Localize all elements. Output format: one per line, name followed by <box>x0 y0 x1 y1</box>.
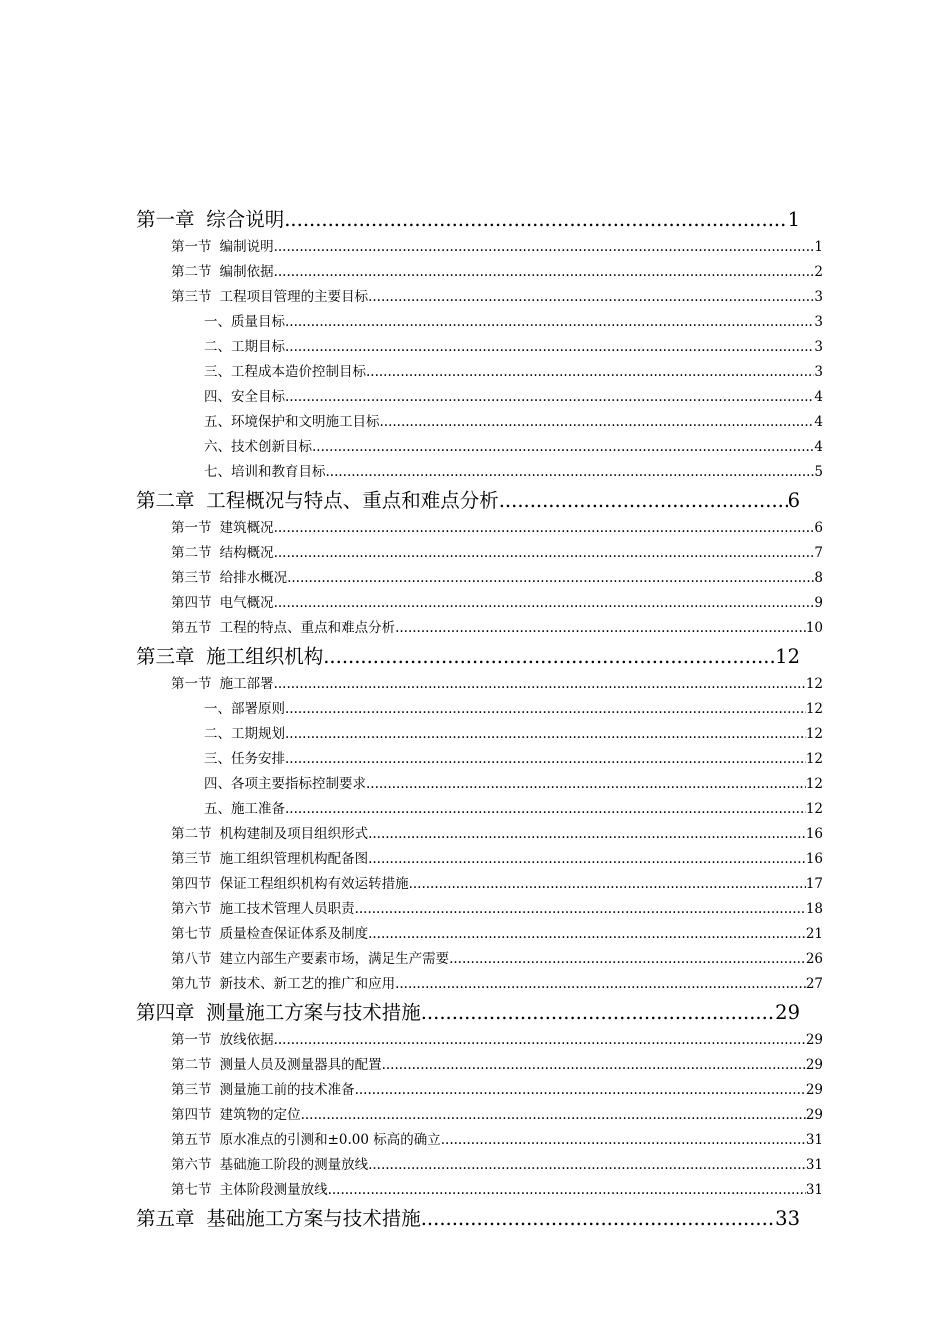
toc-entry-title: 施工组织管理机构配备图 <box>219 851 369 867</box>
toc-entry-label <box>171 235 274 260</box>
toc-entry-page: 10 <box>805 620 823 636</box>
toc-entry-number: 第一节 <box>171 676 212 692</box>
toc-entry-section[interactable] <box>171 1128 823 1153</box>
toc-entry-number: 第三章 <box>136 645 195 668</box>
toc-entry-section[interactable] <box>171 947 823 972</box>
toc-entry-page: 21 <box>805 926 823 942</box>
dot-leader <box>285 385 814 410</box>
toc-entry-page: 6 <box>814 520 823 536</box>
toc-entry-label <box>171 947 449 972</box>
dot-leader <box>285 722 806 747</box>
toc-entry-number: 第二节 <box>171 545 212 561</box>
toc-entry-chapter[interactable] <box>136 204 800 235</box>
toc-entry-page: 3 <box>814 314 823 330</box>
dot-leader <box>326 460 815 485</box>
toc-entry-chapter[interactable] <box>136 485 800 516</box>
toc-entry-section[interactable] <box>171 235 823 260</box>
toc-entry-page: 1 <box>787 208 800 231</box>
toc-entry-page: 4 <box>814 414 823 430</box>
toc-entry-page: 31 <box>805 1132 823 1148</box>
toc-entry-label <box>171 541 274 566</box>
toc-entry-chapter[interactable] <box>136 641 800 672</box>
dot-leader <box>312 435 814 460</box>
toc-entry-page: 1 <box>814 239 823 255</box>
toc-entry-number: 第三节 <box>171 289 212 305</box>
toc-entry-page: 29 <box>805 1107 823 1123</box>
toc-entry-title: 一、质量目标 <box>204 314 285 330</box>
dot-leader <box>368 285 814 310</box>
toc-entry-label <box>204 410 380 435</box>
toc-entry-label <box>171 1103 301 1128</box>
toc-entry-label <box>204 385 285 410</box>
toc-entry-label <box>171 1153 368 1178</box>
toc-entry-number: 第二章 <box>136 489 195 512</box>
toc-entry-label <box>171 822 368 847</box>
toc-entry-section[interactable] <box>171 847 823 872</box>
toc-entry-item[interactable] <box>204 385 823 410</box>
dot-leader <box>355 1078 806 1103</box>
dot-leader <box>285 697 806 722</box>
toc-entry-label <box>171 1078 355 1103</box>
toc-entry-label <box>136 1203 421 1234</box>
dot-leader <box>328 1178 806 1203</box>
toc-entry-item[interactable] <box>204 772 823 797</box>
toc-entry-number: 第三节 <box>171 1082 212 1098</box>
toc-entry-page: 2 <box>814 264 823 280</box>
toc-entry-label <box>171 591 274 616</box>
dot-leader <box>409 872 806 897</box>
toc-entry-item[interactable] <box>204 697 823 722</box>
toc-entry-number: 第五章 <box>136 1207 195 1230</box>
toc-entry-number: 第六节 <box>171 1157 212 1173</box>
dot-leader <box>441 1128 806 1153</box>
toc-entry-page: 12 <box>805 701 823 717</box>
toc-entry-title: 工程的特点、重点和难点分析 <box>219 620 396 636</box>
dot-leader <box>285 335 814 360</box>
toc-entry-label <box>136 997 421 1028</box>
toc-entry-number: 第二节 <box>171 826 212 842</box>
toc-entry-page: 29 <box>805 1082 823 1098</box>
toc-entry-section[interactable] <box>171 922 823 947</box>
dot-leader <box>284 204 787 235</box>
toc-entry-section[interactable] <box>171 285 823 310</box>
toc-entry-section[interactable] <box>171 516 823 541</box>
toc-entry-number: 第三节 <box>171 570 212 586</box>
toc-entry-page: 29 <box>805 1032 823 1048</box>
toc-entry-page: 33 <box>775 1207 800 1230</box>
toc-entry-title: 四、各项主要指标控制要求 <box>204 776 366 792</box>
toc-entry-number: 第四节 <box>171 1107 212 1123</box>
toc-entry-page: 27 <box>805 976 823 992</box>
toc-entry-title: 工程项目管理的主要目标 <box>219 289 369 305</box>
toc-entry-label <box>204 772 366 797</box>
toc-entry-title: 施工组织机构 <box>206 645 324 668</box>
dot-leader <box>285 310 814 335</box>
dot-leader <box>301 1103 806 1128</box>
toc-entry-item[interactable] <box>204 435 823 460</box>
toc-entry-item[interactable] <box>204 722 823 747</box>
toc-entry-label <box>204 747 285 772</box>
toc-entry-title: 测量施工前的技术准备 <box>219 1082 355 1098</box>
dot-leader <box>380 410 815 435</box>
toc-entry-item[interactable] <box>204 360 823 385</box>
toc-entry-number: 第九节 <box>171 976 212 992</box>
toc-entry-title: 五、施工准备 <box>204 801 285 817</box>
dot-leader <box>449 947 806 972</box>
dot-leader <box>323 641 775 672</box>
toc-entry-section[interactable] <box>171 897 823 922</box>
toc-entry-title: 结构概况 <box>219 545 274 561</box>
dot-leader <box>382 1053 806 1078</box>
toc-entry-title: 电气概况 <box>219 595 274 611</box>
toc-entry-page: 12 <box>805 751 823 767</box>
toc-entry-item[interactable] <box>204 335 823 360</box>
toc-entry-title: 主体阶段测量放线 <box>219 1182 328 1198</box>
dot-leader <box>274 591 815 616</box>
toc-entry-page: 17 <box>805 876 823 892</box>
dot-leader <box>274 260 815 285</box>
toc-entry-title: 编制依据 <box>219 264 274 280</box>
toc-entry-page: 12 <box>805 801 823 817</box>
toc-entry-title: 五、环境保护和文明施工目标 <box>204 414 380 430</box>
dot-leader <box>274 541 815 566</box>
toc-entry-title: 质量检查保证体系及制度 <box>219 926 369 942</box>
toc-entry-item[interactable] <box>204 310 823 335</box>
toc-entry-title: 三、任务安排 <box>204 751 285 767</box>
toc-entry-page: 8 <box>814 570 823 586</box>
toc-entry-label <box>136 204 284 235</box>
toc-entry-section[interactable] <box>171 972 823 997</box>
toc-entry-section[interactable] <box>171 566 823 591</box>
toc-entry-label <box>204 435 312 460</box>
toc-entry-page: 29 <box>775 1001 800 1024</box>
toc-entry-number: 第五节 <box>171 620 212 636</box>
toc-entry-page: 31 <box>805 1182 823 1198</box>
toc-entry-title: 测量施工方案与技术措施 <box>206 1001 421 1024</box>
toc-entry-page: 12 <box>805 776 823 792</box>
toc-entry-number: 第六节 <box>171 901 212 917</box>
dot-leader <box>366 772 806 797</box>
toc-entry-title: 工程概况与特点、重点和难点分析 <box>206 489 499 512</box>
dot-leader <box>366 360 814 385</box>
toc-entry-number: 第三节 <box>171 851 212 867</box>
toc-entry-section[interactable] <box>171 541 823 566</box>
toc-entry-label <box>171 972 395 997</box>
toc-entry-page: 29 <box>805 1057 823 1073</box>
toc-entry-number: 第一节 <box>171 520 212 536</box>
dot-leader <box>287 566 814 591</box>
toc-entry-title: 建立内部生产要素市场，满足生产需要 <box>219 951 450 967</box>
toc-entry-page: 4 <box>814 389 823 405</box>
toc-entry-title: 给排水概况 <box>219 570 288 586</box>
toc-entry-section[interactable] <box>171 260 823 285</box>
toc-entry-label <box>171 616 395 641</box>
toc-entry-label <box>171 1053 382 1078</box>
toc-entry-label <box>171 516 274 541</box>
toc-entry-section[interactable] <box>171 1178 823 1203</box>
dot-leader <box>355 897 806 922</box>
toc-entry-label <box>171 897 355 922</box>
toc-entry-page: 3 <box>814 364 823 380</box>
toc-entry-label <box>171 672 274 697</box>
toc-entry-label <box>204 722 285 747</box>
toc-entry-section[interactable] <box>171 672 823 697</box>
toc-entry-section[interactable] <box>171 872 823 897</box>
dot-leader <box>368 822 806 847</box>
toc-entry-title: 测量人员及测量器具的配置 <box>219 1057 382 1073</box>
toc-entry-label <box>171 566 287 591</box>
toc-entry-page: 26 <box>805 951 823 967</box>
toc-entry-section[interactable] <box>171 1053 823 1078</box>
dot-leader <box>285 747 806 772</box>
toc-entry-page: 5 <box>814 464 823 480</box>
toc-entry-page: 3 <box>814 289 823 305</box>
toc-entry-chapter[interactable] <box>136 1203 800 1234</box>
dot-leader <box>274 516 815 541</box>
toc-entry-page: 3 <box>814 339 823 355</box>
toc-entry-item[interactable] <box>204 747 823 772</box>
dot-leader <box>274 235 815 260</box>
dot-leader <box>368 922 806 947</box>
toc-entry-label <box>204 360 366 385</box>
dot-leader <box>274 1028 806 1053</box>
toc-entry-label <box>136 485 499 516</box>
toc-entry-page: 7 <box>814 545 823 561</box>
toc-entry-title: 一、部署原则 <box>204 701 285 717</box>
toc-entry-title: 施工部署 <box>219 676 274 692</box>
toc-entry-page: 9 <box>814 595 823 611</box>
toc-entry-page: 12 <box>775 645 800 668</box>
toc-entry-number: 第四节 <box>171 876 212 892</box>
toc-entry-title: 原水准点的引测和±0.00 标高的确立 <box>219 1132 441 1148</box>
toc-entry-item[interactable] <box>204 460 823 485</box>
toc-entry-page: 31 <box>805 1157 823 1173</box>
toc-entry-number: 第二节 <box>171 264 212 280</box>
toc-entry-number: 第五节 <box>171 1132 212 1148</box>
toc-entry-page: 18 <box>805 901 823 917</box>
toc-entry-page: 6 <box>787 489 800 512</box>
toc-entry-title: 施工技术管理人员职责 <box>219 901 355 917</box>
toc-entry-number: 第一节 <box>171 1032 212 1048</box>
toc-entry-page: 16 <box>805 851 823 867</box>
toc-entry-label <box>171 260 274 285</box>
toc-entry-section[interactable] <box>171 1103 823 1128</box>
toc-entry-title: 四、安全目标 <box>204 389 285 405</box>
toc-entry-label <box>204 697 285 722</box>
toc-entry-number: 第二节 <box>171 1057 212 1073</box>
toc-entry-title: 基础施工阶段的测量放线 <box>219 1157 369 1173</box>
toc-entry-label <box>171 847 368 872</box>
toc-entry-label <box>171 1178 328 1203</box>
toc-entry-label <box>171 922 368 947</box>
toc-entry-title: 基础施工方案与技术措施 <box>206 1207 421 1230</box>
toc-entry-label <box>204 797 285 822</box>
toc-entry-page: 4 <box>814 439 823 455</box>
table-of-contents <box>0 204 950 1234</box>
toc-entry-title: 保证工程组织机构有效运转措施 <box>219 876 409 892</box>
dot-leader <box>395 972 806 997</box>
toc-entry-title: 综合说明 <box>206 208 285 231</box>
toc-entry-number: 第一节 <box>171 239 212 255</box>
toc-entry-title: 新技术、新工艺的推广和应用 <box>219 976 396 992</box>
toc-entry-number: 第四节 <box>171 595 212 611</box>
toc-entry-chapter[interactable] <box>136 997 800 1028</box>
toc-entry-label <box>204 335 285 360</box>
toc-entry-section[interactable] <box>171 1078 823 1103</box>
toc-entry-title: 编制说明 <box>219 239 274 255</box>
toc-entry-number: 第七节 <box>171 926 212 942</box>
toc-entry-section[interactable] <box>171 1028 823 1053</box>
toc-entry-label <box>171 1028 274 1053</box>
toc-entry-label <box>204 310 285 335</box>
toc-entry-item[interactable] <box>204 797 823 822</box>
toc-entry-item[interactable] <box>204 410 823 435</box>
dot-leader <box>421 997 775 1028</box>
toc-entry-label <box>171 1128 441 1153</box>
toc-entry-title: 二、工期目标 <box>204 339 285 355</box>
toc-entry-title: 机构建制及项目组织形式 <box>219 826 369 842</box>
toc-entry-title: 二、工期规划 <box>204 726 285 742</box>
toc-entry-section[interactable] <box>171 1153 823 1178</box>
toc-entry-title: 建筑物的定位 <box>219 1107 301 1123</box>
dot-leader <box>395 616 806 641</box>
dot-leader <box>285 797 806 822</box>
toc-entry-title: 三、工程成本造价控制目标 <box>204 364 366 380</box>
toc-entry-label <box>136 641 323 672</box>
dot-leader <box>499 485 788 516</box>
toc-entry-page: 12 <box>805 726 823 742</box>
dot-leader <box>368 847 806 872</box>
dot-leader <box>274 672 806 697</box>
toc-entry-number: 第七节 <box>171 1182 212 1198</box>
dot-leader <box>368 1153 806 1178</box>
toc-entry-section[interactable] <box>171 591 823 616</box>
toc-entry-label <box>171 872 409 897</box>
toc-entry-number: 第八节 <box>171 951 212 967</box>
toc-entry-page: 16 <box>805 826 823 842</box>
toc-entry-title: 建筑概况 <box>219 520 274 536</box>
toc-entry-label <box>204 460 326 485</box>
toc-entry-label <box>171 285 368 310</box>
toc-entry-section[interactable] <box>171 616 823 641</box>
toc-entry-title: 七、培训和教育目标 <box>204 464 326 480</box>
toc-entry-section[interactable] <box>171 822 823 847</box>
toc-entry-number: 第四章 <box>136 1001 195 1024</box>
toc-entry-number: 第一章 <box>136 208 195 231</box>
toc-entry-page: 12 <box>805 676 823 692</box>
dot-leader <box>421 1203 775 1234</box>
toc-entry-title: 放线依据 <box>219 1032 274 1048</box>
toc-entry-title: 六、技术创新目标 <box>204 439 312 455</box>
